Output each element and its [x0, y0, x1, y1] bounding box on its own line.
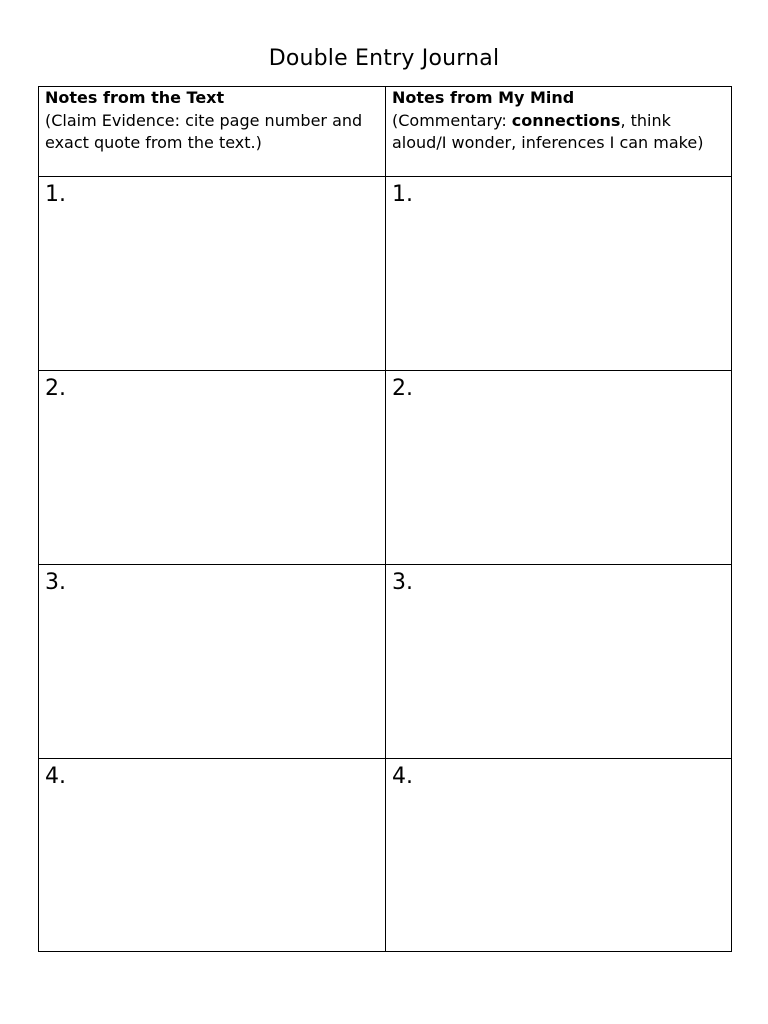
entry-number: 2.	[45, 376, 66, 401]
text-entry-cell[interactable]	[39, 371, 386, 565]
entry-row-1	[39, 177, 732, 371]
text-entry-cell[interactable]	[39, 565, 386, 759]
text-entry-cell[interactable]	[39, 177, 386, 371]
entry-number: 3.	[45, 570, 66, 595]
description-bold: connections	[511, 110, 621, 130]
mind-entry-cell[interactable]	[386, 371, 732, 565]
entry-row-4	[39, 759, 732, 952]
mind-notes-header	[386, 87, 732, 177]
entry-row-2	[39, 371, 732, 565]
text-entry-cell[interactable]	[39, 759, 386, 952]
mind-entry-cell[interactable]	[386, 177, 732, 371]
page-title: Double Entry Journal	[268, 46, 500, 71]
description-prefix: (Commentary:	[392, 110, 512, 130]
mind-notes-header-title: Notes from My Mind	[392, 88, 575, 107]
text-notes-header	[39, 87, 386, 177]
description-suffix: , think aloud/I wonder, inferences I can make)	[392, 110, 704, 152]
journal-table	[38, 86, 732, 952]
mind-entry-cell[interactable]	[386, 565, 732, 759]
mind-entry-cell[interactable]	[386, 759, 732, 952]
mind-notes-header-description	[392, 110, 725, 155]
header-row	[39, 87, 732, 177]
entry-number: 3.	[392, 570, 413, 595]
entry-number: 1.	[45, 182, 66, 207]
entry-number: 1.	[392, 182, 413, 207]
entry-number: 4.	[45, 764, 66, 789]
entry-number: 2.	[392, 376, 413, 401]
entry-number: 4.	[392, 764, 413, 789]
text-notes-header-title: Notes from the Text	[45, 88, 225, 107]
text-notes-header-description: (Claim Evidence: cite page number and exact quote from the text.)	[45, 110, 363, 152]
entry-row-3	[39, 565, 732, 759]
